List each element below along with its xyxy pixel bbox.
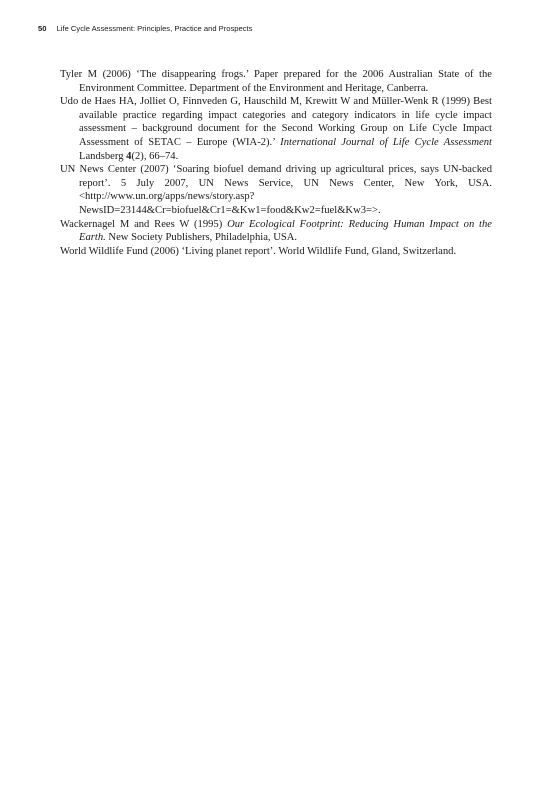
reference-list [60, 68, 492, 258]
reference-entry [60, 95, 492, 163]
running-header [38, 24, 252, 33]
volume-number: 4 [126, 150, 132, 162]
journal-title: International Journal of Life Cycle Assessment [280, 136, 492, 148]
reference-text: Tyler M (2006) ‘The disappearing frogs.’ Paper prepared for the 2006 Australian State of the Environment Committee. Department of the Environment and Heritage, Canberra. [60, 69, 492, 94]
reference-entry [60, 245, 492, 259]
reference-entry [60, 68, 492, 95]
reference-text: Udo de Haes HA, Jolliet O, Finnveden G, Hauschild M, Krewitt W and Müller-Wenk R (1999) Best available practice regarding impact categories and category indicators in life cycle impact assessment – background document for the Second Working Group on Life Cycle Impact Assessment of SETAC – Europe (WIA-2).’ [60, 96, 492, 148]
reference-entry [60, 163, 492, 217]
reference-text: World Wildlife Fund (2006) ‘Living planet report’. World Wildlife Fund, Gland, Switzerland. [60, 245, 457, 257]
reference-text: Landsberg [79, 150, 127, 162]
running-title: Life Cycle Assessment: Principles, Practice and Prospects [56, 24, 253, 33]
page-number: 50 [38, 24, 47, 33]
reference-entry [60, 218, 492, 245]
reference-text: (2), 66–74. [131, 150, 179, 162]
reference-text: Wackernagel M and Rees W (1995) [60, 218, 228, 230]
reference-text: New Society Publishers, Philadelphia, USA. [105, 232, 298, 244]
book-title: Our Ecological Footprint: Reducing Human Impact on the Earth. [79, 218, 492, 244]
reference-text: UN News Center (2007) ‘Soaring biofuel demand driving up agricultural prices, says UN-backed report’. 5 July 2007, UN News Service, UN News Center, New York, USA. <http://www.un.org/apps/news/story.asp?NewsID=23144&Cr=biofuel&Cr1=&Kw1=food&Kw2=fuel&Kw3=>. [60, 164, 492, 216]
